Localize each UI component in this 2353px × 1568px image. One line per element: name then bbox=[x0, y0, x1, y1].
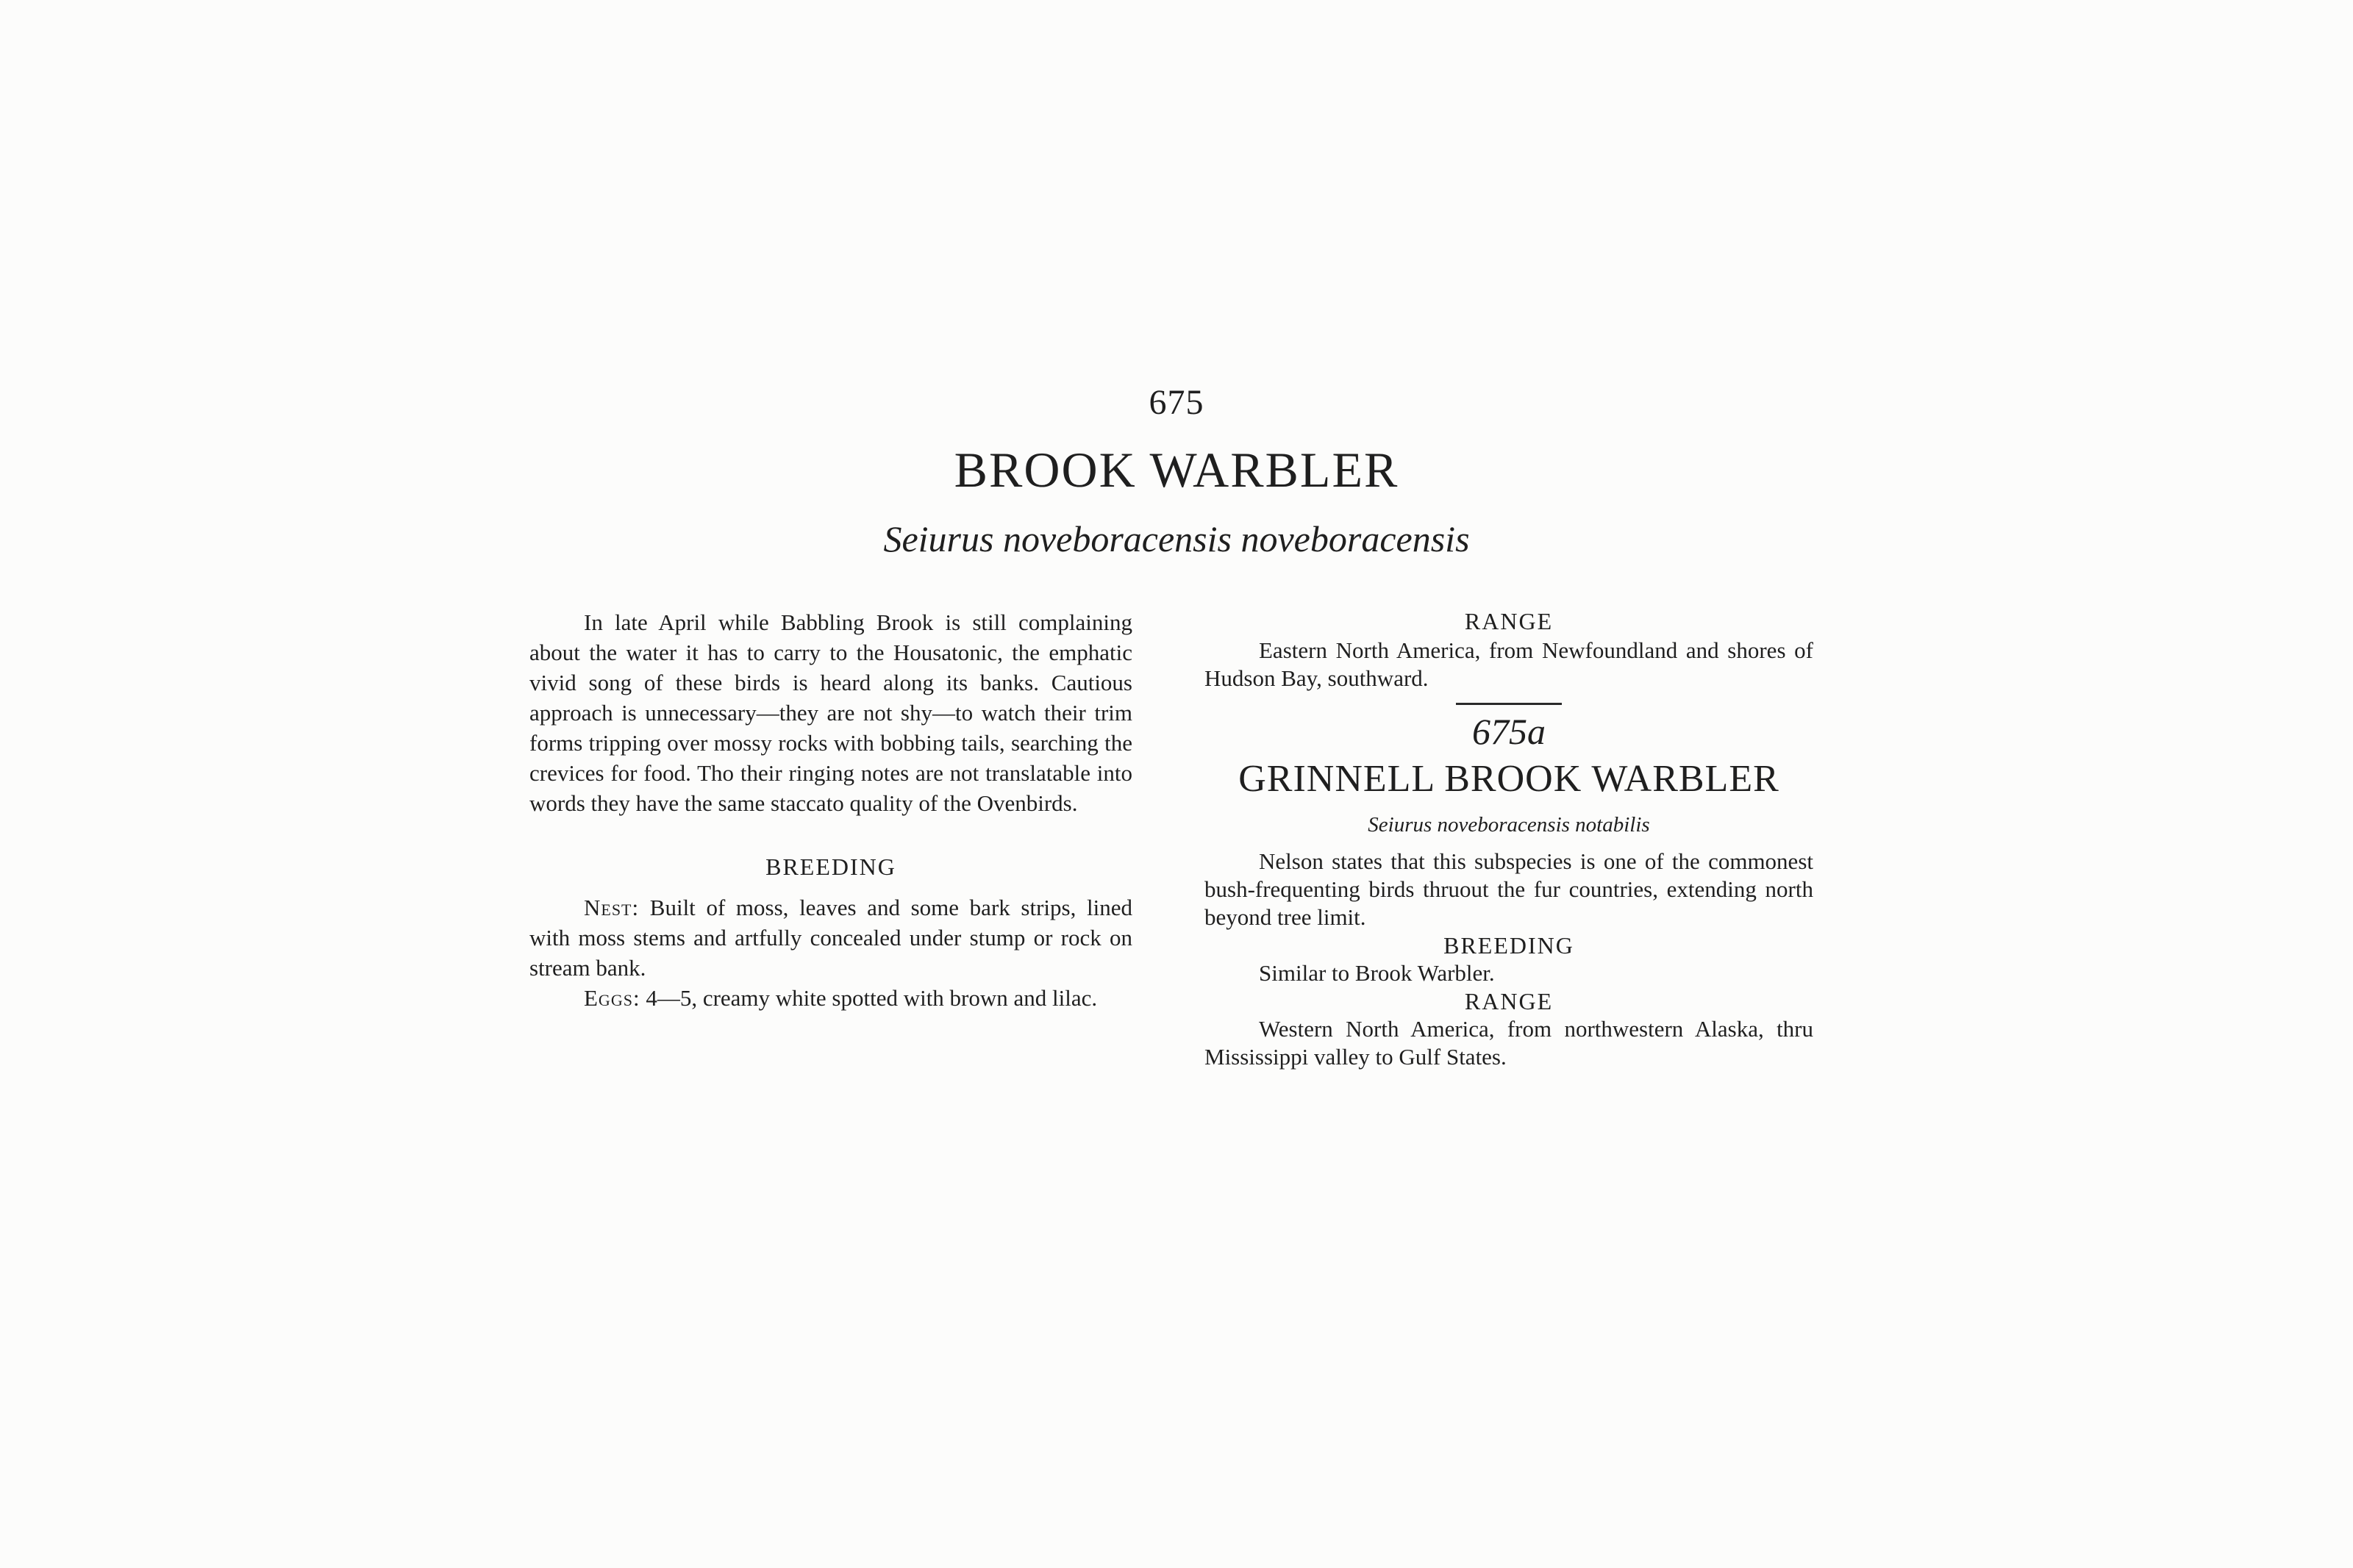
subspecies-title: GRINNELL BROOK WARBLER bbox=[1238, 758, 1779, 800]
subspecies-scientific-name: Seiurus noveboracensis notabilis bbox=[1368, 813, 1650, 837]
section-divider bbox=[1456, 703, 1562, 705]
nest-label: Nest: bbox=[584, 895, 640, 920]
range-heading: RANGE bbox=[1464, 608, 1554, 634]
subspecies-breeding-paragraph: Similar to Brook Warbler. bbox=[1259, 960, 1495, 986]
eggs-label: Eggs: bbox=[584, 985, 640, 1011]
eggs-paragraph bbox=[529, 983, 1132, 1013]
subspecies-breeding-heading: BREEDING bbox=[1443, 932, 1574, 959]
right-column bbox=[1204, 607, 1813, 1071]
range-paragraph: Eastern North America, from Newfoundland and shores of Hudson Bay, southward. bbox=[1204, 637, 1813, 691]
breeding-heading: BREEDING bbox=[765, 853, 896, 880]
subspecies-number: 675a bbox=[1472, 711, 1546, 752]
subspecies-range-heading: RANGE bbox=[1464, 988, 1554, 1014]
subspecies-range-paragraph: Western North America, from northwestern Alaska, thru Mississippi valley to Gulf States. bbox=[1204, 1016, 1813, 1070]
left-column bbox=[529, 607, 1132, 1013]
page-number: 675 bbox=[1149, 383, 1204, 422]
nest-paragraph bbox=[529, 892, 1132, 983]
species-scientific-name: Seiurus noveboracensis noveboracensis bbox=[883, 518, 1470, 559]
subspecies-intro-paragraph: Nelson states that this subspecies is one of the commonest bush-frequenting birds thruout the fur countries, extending north beyond tree limit. bbox=[1204, 848, 1813, 930]
species-title: BROOK WARBLER bbox=[954, 442, 1399, 498]
nest-text: Built of moss, leaves and some bark strips, lined with moss stems and artfully concealed under stump or rock on stream bank. bbox=[529, 895, 1132, 981]
eggs-text: 4—5, creamy white spotted with brown and lilac. bbox=[640, 985, 1098, 1011]
intro-paragraph: In late April while Babbling Brook is still complaining about the water it has to carry to the Housatonic, the emphatic vivid song of these birds is heard along its banks. Cautious approach is unnecessary—they are not shy—to watch their trim forms tripping over mossy rocks with bobbing tails, searching the crevices for food. Tho their ringing notes are not translatable into words they have the same staccato quality of the Ovenbirds. bbox=[529, 609, 1132, 816]
